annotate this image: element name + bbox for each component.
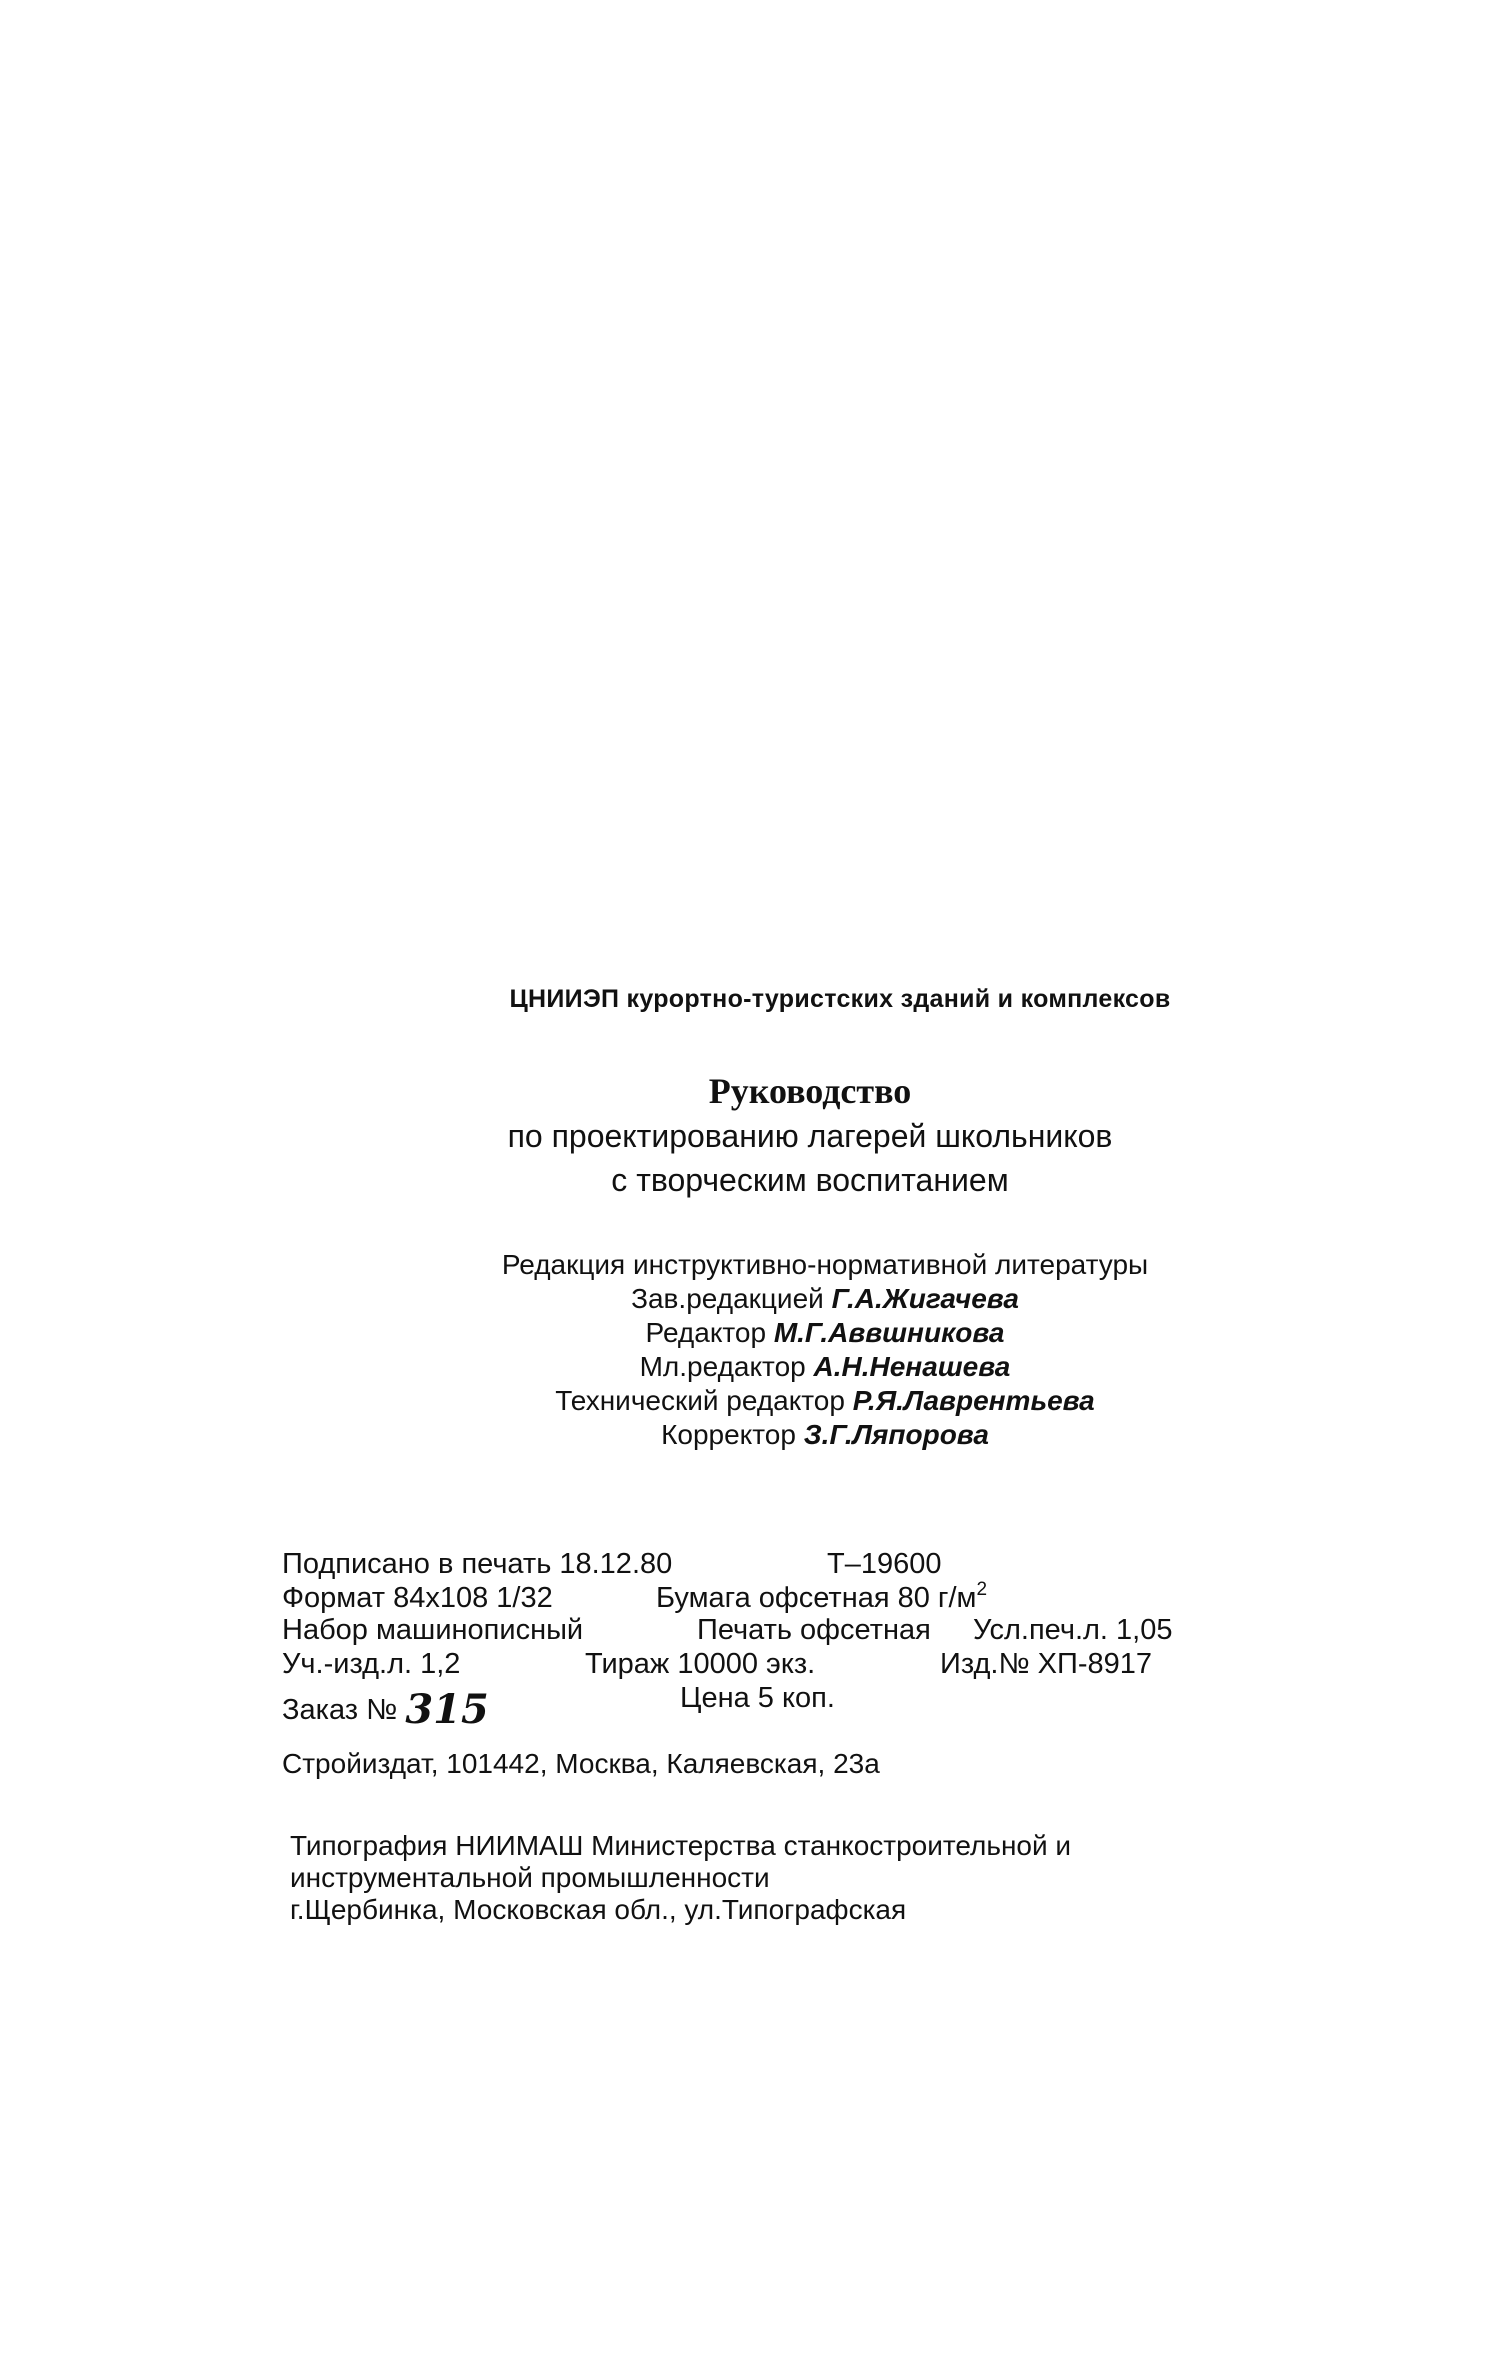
editor-credit: [400, 1316, 1250, 1350]
print-run: Тираж 10000 экз.: [585, 1648, 816, 1680]
printing-method: Печать офсетная: [697, 1614, 931, 1646]
publication-number: Изд.№ ХП-8917: [940, 1648, 1153, 1680]
junior-editor-credit: [400, 1350, 1250, 1384]
publication-sheets: Уч.-изд.л. 1,2: [282, 1648, 461, 1680]
editor-name: М.Г.Аввшникова: [773, 1317, 1005, 1348]
book-title: Руководство: [708, 1071, 912, 1111]
junior-editor-role: Мл.редактор: [639, 1351, 806, 1382]
signed-for-print: Подписано в печать 18.12.80: [282, 1548, 673, 1580]
book-subtitle-line-1: по проектированию лагерей школьников: [507, 1118, 1113, 1154]
technical-editor-credit: [400, 1384, 1250, 1418]
publisher-address: Стройиздат, 101442, Москва, Каляевская, 23а: [282, 1748, 880, 1779]
censor-code: Т–19600: [827, 1548, 942, 1580]
corrector-name: З.Г.Ляпорова: [803, 1419, 989, 1450]
organization-heading: ЦНИИЭП курортно-туристских зданий и комплексов: [509, 985, 1171, 1013]
printer-line-1: Типография НИИМАШ Министерства станкостроительной и: [290, 1830, 1072, 1861]
order-handwritten-number: 315: [405, 1686, 489, 1733]
price: Цена 5 коп.: [680, 1682, 835, 1714]
edition-credit: Редакция инструктивно-нормативной литературы: [501, 1249, 1149, 1280]
book-subtitle-line-2: с творческим воспитанием: [611, 1162, 1009, 1198]
order-number: [282, 1682, 489, 1733]
typeset-method: Набор машинописный: [282, 1614, 584, 1646]
corrector-role: Корректор: [661, 1419, 796, 1450]
technical-editor-name: Р.Я.Лаврентьева: [852, 1385, 1095, 1416]
technical-editor-role: Технический редактор: [555, 1385, 845, 1416]
paper-text: Бумага офсетная 80 г/м: [656, 1582, 977, 1614]
junior-editor-name: А.Н.Ненашева: [813, 1351, 1011, 1382]
printed-sheets: Усл.печ.л. 1,05: [973, 1614, 1173, 1646]
editor-role: Редактор: [645, 1317, 767, 1348]
corrector-credit: [400, 1418, 1250, 1452]
printer-line-3: г.Щербинка, Московская обл., ул.Типографская: [290, 1894, 907, 1925]
printer-line-2: инструментальной промышленности: [290, 1862, 770, 1893]
order-label: Заказ №: [282, 1694, 398, 1726]
chief-editor-credit: [400, 1282, 1250, 1316]
paper: [656, 1579, 988, 1615]
paper-superscript: 2: [976, 1579, 988, 1600]
chief-editor-role: Зав.редакцией: [631, 1283, 824, 1314]
format: Формат 84х108 1/32: [282, 1582, 553, 1614]
chief-editor-name: Г.А.Жигачева: [831, 1283, 1019, 1314]
